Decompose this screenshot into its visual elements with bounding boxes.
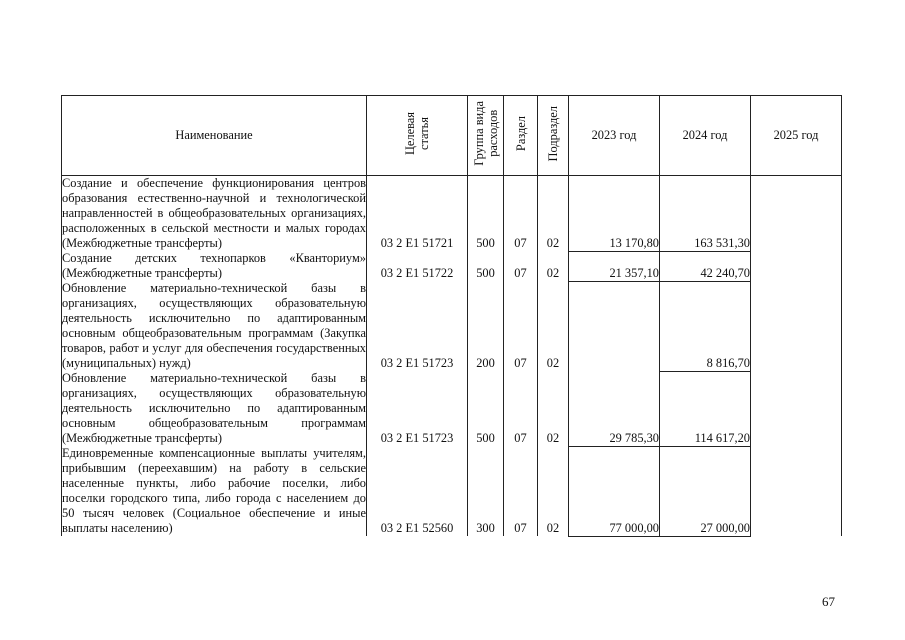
row-target-article: 03 2 E1 51723 <box>367 281 468 371</box>
header-year-2024: 2024 год <box>660 96 751 176</box>
table-row <box>62 446 842 536</box>
row-amount-2023: 21 357,10 <box>569 251 660 281</box>
row-expense-group: 300 <box>468 446 504 536</box>
row-amount-2024: 42 240,70 <box>660 251 751 281</box>
row-name: Единовременные компенсационные выплаты учителям, прибывшим (переехавшим) на работу в сельские населенные пункты, либо рабочие поселки, либо поселки городского типа, либо города с населением до 50 тысяч человек (Социальное обеспечение и иные выплаты населению) <box>62 446 366 535</box>
row-amount-2025 <box>751 281 842 371</box>
table-row <box>62 281 842 371</box>
row-name: Обновление материально-технической базы в организациях, осуществляющих образовательную деятельность исключительно по адаптированным основным общеобразовательным программам (Закупка товаров, работ и услуг для обеспечения государственных (муниципальных) нужд) <box>62 281 366 370</box>
row-target-article: 03 2 E1 51723 <box>367 371 468 446</box>
row-expense-group: 200 <box>468 281 504 371</box>
row-subsection: 02 <box>538 446 569 536</box>
header-subsection: Подраздел <box>538 96 569 176</box>
row-expense-group: 500 <box>468 371 504 446</box>
row-section: 07 <box>504 446 538 536</box>
header-row <box>62 96 842 176</box>
header-year-2025: 2025 год <box>751 96 842 176</box>
table-row <box>62 371 842 446</box>
header-name: Наименование <box>62 96 367 176</box>
table-row <box>62 176 842 252</box>
row-amount-2024: 163 531,30 <box>660 176 751 252</box>
row-amount-2025 <box>751 446 842 536</box>
row-section: 07 <box>504 176 538 252</box>
table-row <box>62 251 842 281</box>
row-amount-2023: 13 170,80 <box>569 176 660 252</box>
row-amount-2024: 27 000,00 <box>660 446 751 536</box>
row-section: 07 <box>504 371 538 446</box>
row-amount-2025 <box>751 371 842 446</box>
row-name: Создание детских технопарков «Кванториум» (Межбюджетные трансферты) <box>62 251 366 280</box>
row-subsection: 02 <box>538 251 569 281</box>
row-subsection: 02 <box>538 176 569 252</box>
row-name: Обновление материально-технической базы в организациях, осуществляющих образовательную деятельность исключительно по адаптированным основным общеобразовательным программам (Межбюджетные трансферты) <box>62 371 366 445</box>
row-expense-group: 500 <box>468 176 504 252</box>
row-amount-2023: 77 000,00 <box>569 446 660 536</box>
row-amount-2024: 114 617,20 <box>660 371 751 446</box>
row-section: 07 <box>504 281 538 371</box>
row-section: 07 <box>504 251 538 281</box>
page-number: 67 <box>822 594 835 609</box>
header-section: Раздел <box>504 96 538 176</box>
row-target-article: 03 2 E1 51722 <box>367 251 468 281</box>
row-subsection: 02 <box>538 281 569 371</box>
row-amount-2025 <box>751 251 842 281</box>
row-amount-2023: 29 785,30 <box>569 371 660 446</box>
row-amount-2023 <box>569 281 660 371</box>
row-name: Создание и обеспечение функционирования центров образования естественно-научной и технологической направленностей в общеобразовательных организациях, расположенных в сельской местности и малых городах (Межбюджетные трансферты) <box>62 176 366 250</box>
header-target-article: Целевая статья <box>367 96 468 176</box>
row-target-article: 03 2 E1 51721 <box>367 176 468 252</box>
header-year-2023: 2023 год <box>569 96 660 176</box>
budget-table <box>61 95 842 537</box>
header-expense-group: Группа вида расходов <box>468 96 504 176</box>
row-subsection: 02 <box>538 371 569 446</box>
row-amount-2024: 8 816,70 <box>660 281 751 371</box>
row-amount-2025 <box>751 176 842 252</box>
row-target-article: 03 2 E1 52560 <box>367 446 468 536</box>
row-expense-group: 500 <box>468 251 504 281</box>
